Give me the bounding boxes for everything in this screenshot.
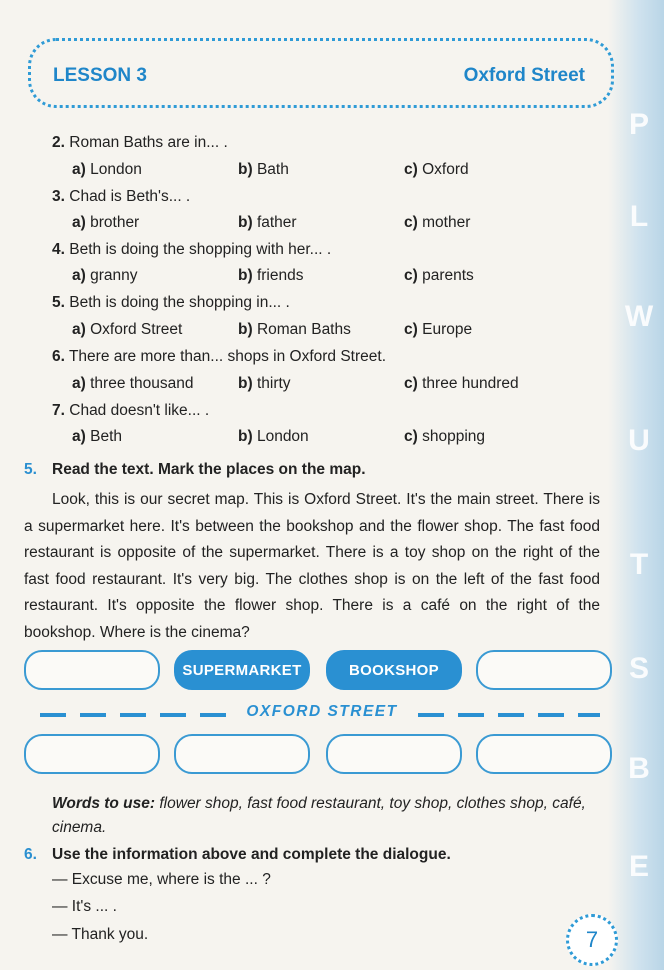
option-a: a) Beth xyxy=(72,428,122,445)
side-decoration-strip xyxy=(608,0,664,970)
question-number: 2. xyxy=(52,134,65,151)
street-dash xyxy=(160,713,186,717)
lesson-title: LESSON 3 xyxy=(53,65,147,86)
map-blank-box[interactable] xyxy=(24,650,160,690)
option-a: a) brother xyxy=(72,214,140,231)
option-b: b) Bath xyxy=(238,161,289,178)
option-c: c) parents xyxy=(404,267,474,284)
question-number: 7. xyxy=(52,402,65,419)
street-dash xyxy=(458,713,484,717)
map-blank-box[interactable] xyxy=(476,650,612,690)
question-number: 6. xyxy=(52,348,65,365)
dialogue-line: — It's ... . xyxy=(52,898,117,915)
options-row xyxy=(72,428,592,450)
option-a: a) three thousand xyxy=(72,375,194,392)
street-dash xyxy=(200,713,226,717)
street-dash xyxy=(498,713,524,717)
lesson-header xyxy=(28,38,614,108)
dialogue-line: — Thank you. xyxy=(52,926,149,943)
side-letter: E xyxy=(628,850,649,883)
question-number: 3. xyxy=(52,188,65,205)
map-blank-box[interactable] xyxy=(476,734,612,774)
lesson-topic: Oxford Street xyxy=(463,65,585,86)
option-a: a) granny xyxy=(72,267,138,284)
map-blank-box[interactable] xyxy=(24,734,160,774)
side-letter: P xyxy=(628,108,649,141)
street-name: OXFORD STREET xyxy=(246,703,398,720)
words-label: Words to use: xyxy=(52,795,156,812)
side-letter: U xyxy=(628,424,650,457)
option-b: b) thirty xyxy=(238,375,291,392)
question-number: 4. xyxy=(52,241,65,258)
street-dash xyxy=(80,713,106,717)
side-letter: B xyxy=(628,752,650,785)
words-to-use xyxy=(52,792,612,840)
page-number: 7 xyxy=(566,914,618,966)
side-letter: L xyxy=(629,200,649,233)
question-4 xyxy=(52,241,331,259)
side-letter: W xyxy=(624,300,654,333)
option-b: b) friends xyxy=(238,267,304,284)
task-title: Read the text. Mark the places on the map. xyxy=(52,461,366,478)
street-dash xyxy=(120,713,146,717)
option-a: a) Oxford Street xyxy=(72,321,183,338)
side-letter: S xyxy=(628,652,649,685)
option-c: c) Oxford xyxy=(404,161,469,178)
question-number: 5. xyxy=(52,294,65,311)
question-text: Chad doesn't like... . xyxy=(69,402,210,419)
options-row xyxy=(72,375,592,397)
map-blank-box[interactable] xyxy=(174,734,310,774)
dialogue-line: — Excuse me, where is the ... ? xyxy=(52,871,271,888)
options-row xyxy=(72,214,592,236)
street-dash xyxy=(578,713,600,717)
option-c: c) three hundred xyxy=(404,375,519,392)
question-text: There are more than... shops in Oxford Street. xyxy=(68,348,387,365)
task-number: 6. xyxy=(24,846,37,863)
map-box-supermarket: SUPERMARKET xyxy=(174,650,310,690)
option-b: b) Roman Baths xyxy=(238,321,351,338)
reading-text: Look, this is our secret map. This is Oxford Street. It's the main street. There is a supermarket here. It's between the bookshop and the flower shop. The fast food restaurant is opposite of the supermarket. There is a toy shop on the right of the fast food restaurant. It's very big. The clothes shop is on the left of the fast food restaurant. It's opposite the flower shop. There is a café on the right of the bookshop. Where is the cinema? xyxy=(24,491,600,641)
question-text: Beth is doing the shopping in... . xyxy=(69,294,290,311)
option-b: b) father xyxy=(238,214,297,231)
question-5 xyxy=(52,294,290,312)
question-2 xyxy=(52,134,228,152)
question-6 xyxy=(52,348,386,366)
option-b: b) London xyxy=(238,428,309,445)
words-list: flower shop, fast food restaurant, toy shop, clothes shop, café, cinema. xyxy=(52,795,586,836)
street-dash xyxy=(418,713,444,717)
option-c: c) shopping xyxy=(404,428,486,445)
question-text: Beth is doing the shopping with her... . xyxy=(69,241,332,258)
question-text: Chad is Beth's... . xyxy=(69,188,191,205)
options-row xyxy=(72,161,592,183)
street-dash xyxy=(538,713,564,717)
map-blank-box[interactable] xyxy=(326,734,462,774)
options-row xyxy=(72,321,592,343)
task-number: 5. xyxy=(24,461,37,478)
street-dash xyxy=(40,713,66,717)
task-title: Use the information above and complete the dialogue. xyxy=(52,846,451,863)
map-box-bookshop: BOOKSHOP xyxy=(326,650,462,690)
option-a: a) London xyxy=(72,161,142,178)
side-letter: T xyxy=(629,548,649,581)
options-row xyxy=(72,267,592,289)
option-c: c) mother xyxy=(404,214,471,231)
question-text: Roman Baths are in... . xyxy=(69,134,228,151)
option-c: c) Europe xyxy=(404,321,473,338)
question-7 xyxy=(52,402,209,420)
question-3 xyxy=(52,188,190,206)
